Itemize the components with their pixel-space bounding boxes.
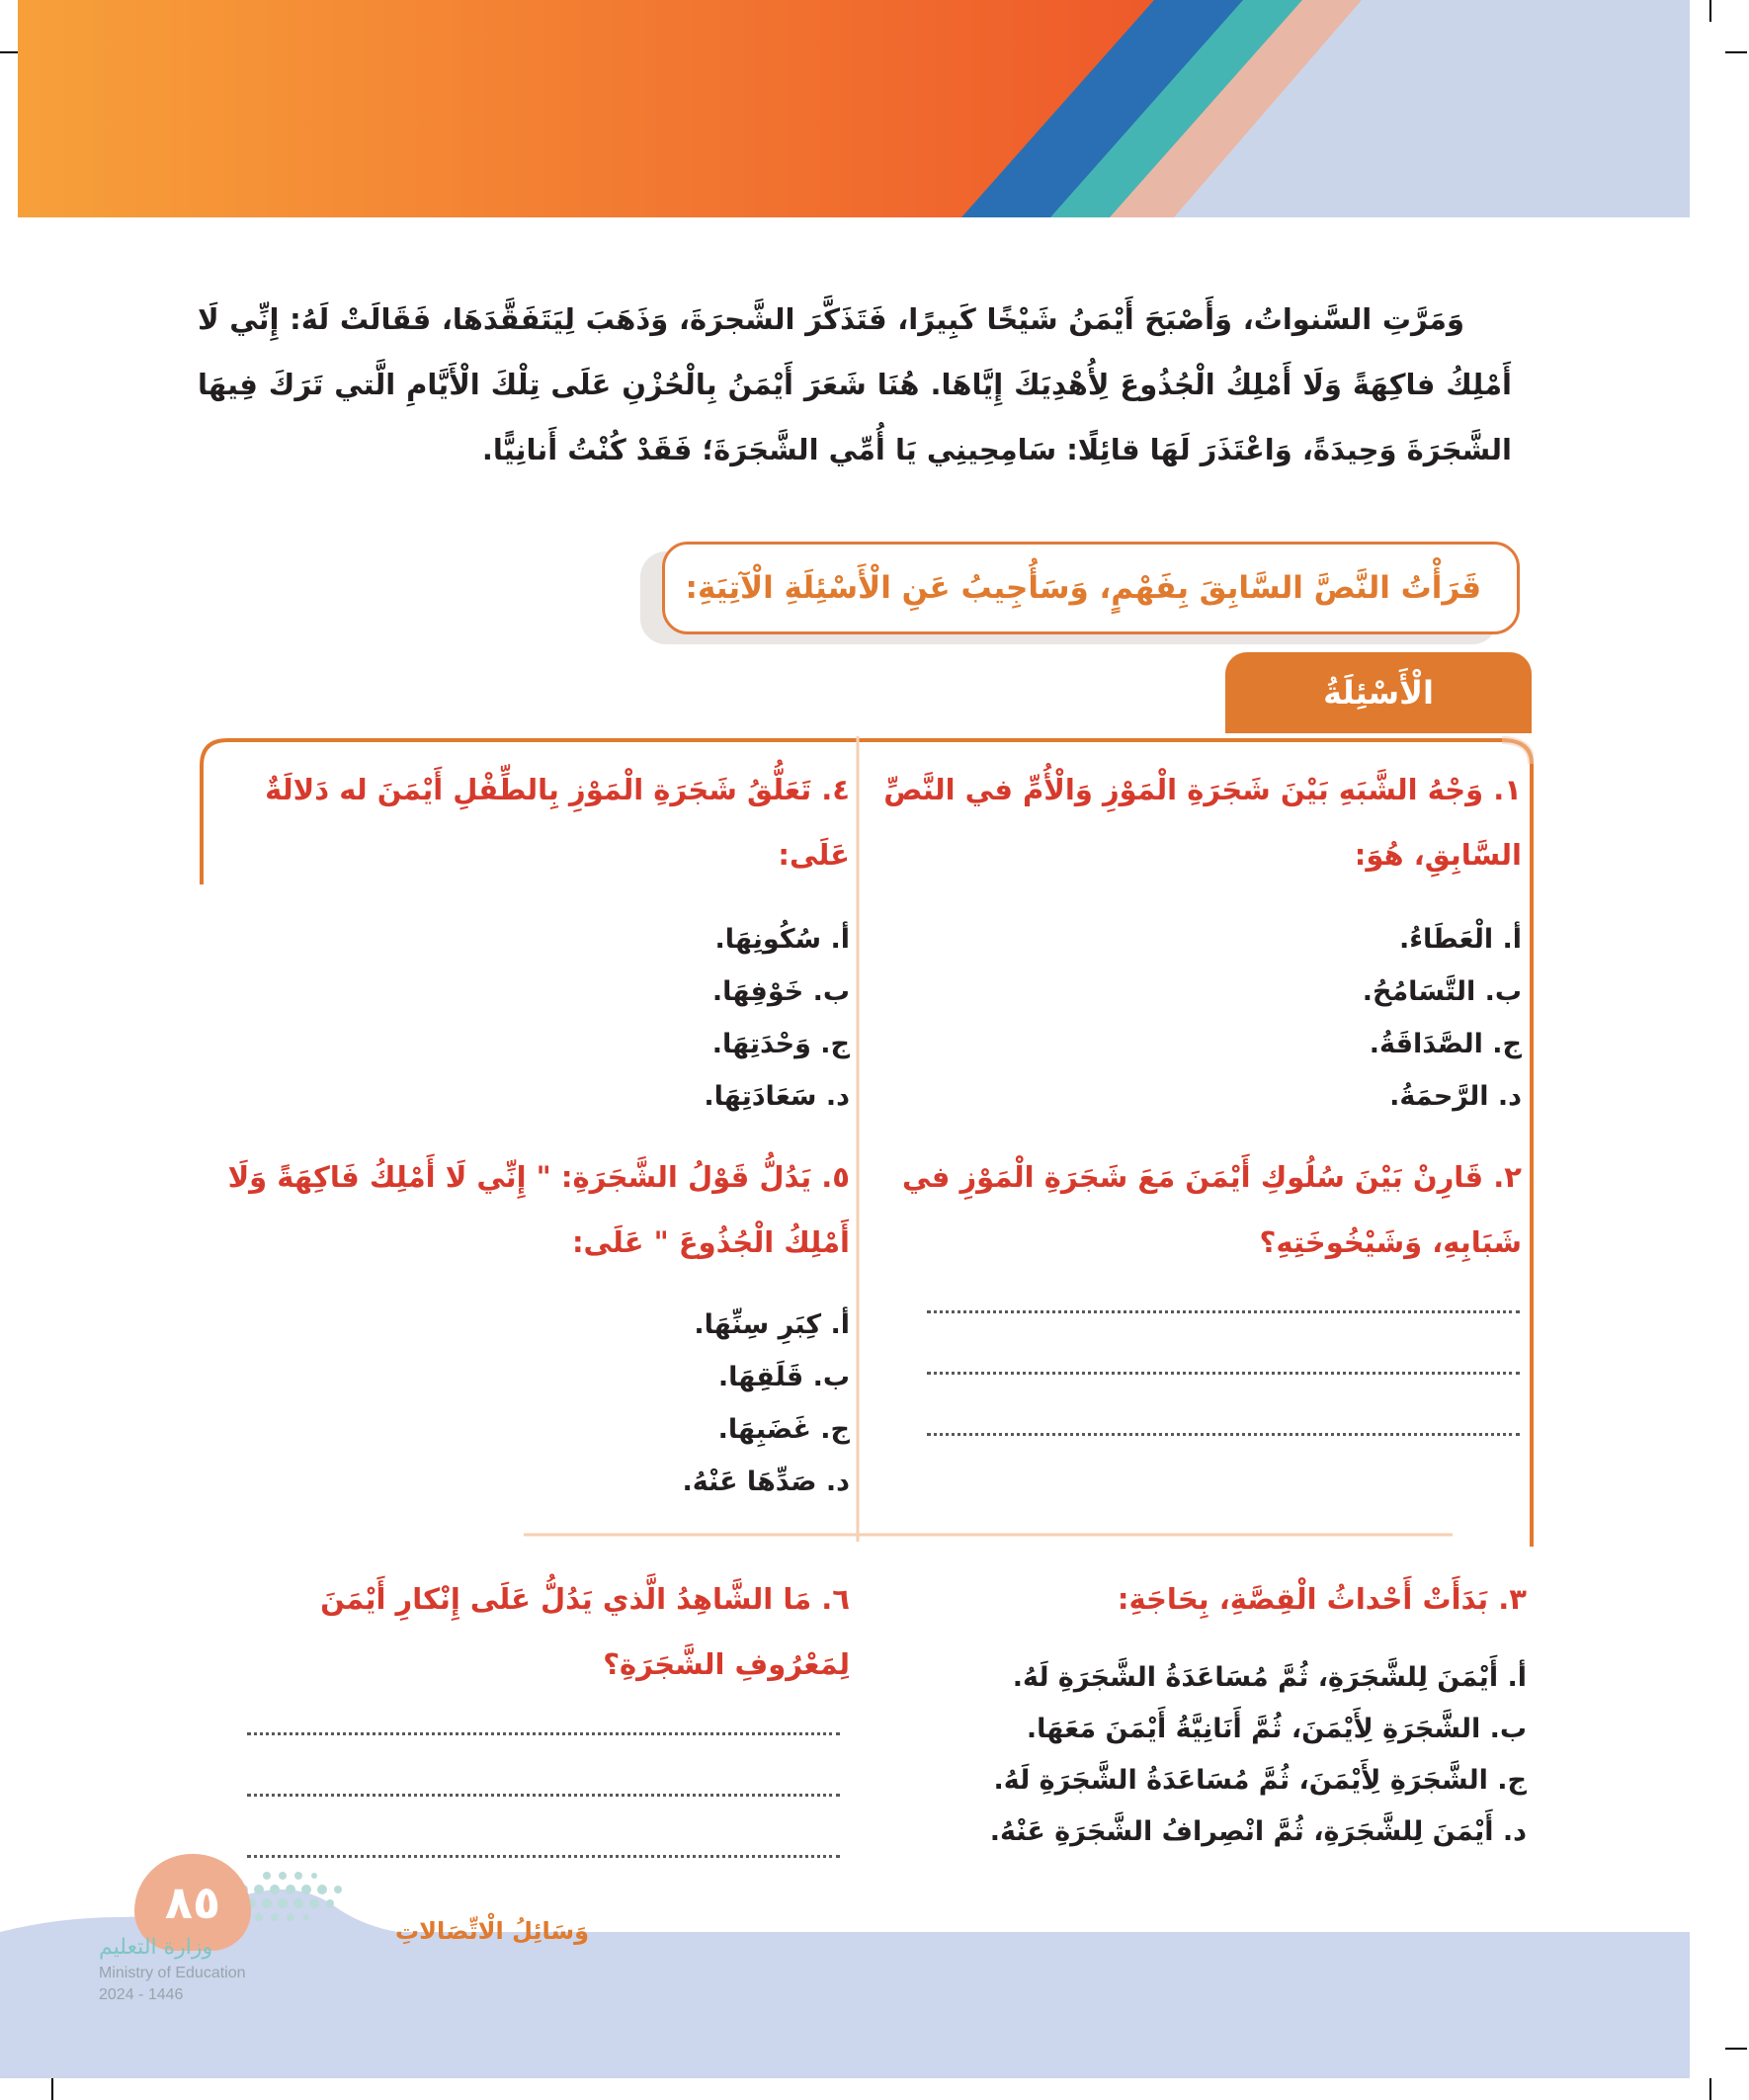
question-2	[879, 1144, 1522, 1275]
option-item[interactable]: ب. قَلَقِهَا.	[717, 1362, 850, 1392]
option-item[interactable]: د. الرَّحمَةُ.	[1389, 1081, 1522, 1112]
option-item[interactable]: د. أَيْمَنَ لِلشَّجَرَةِ، ثُمَّ انْصِرافُ الشَّجَرَةِ عَنْهُ.	[989, 1816, 1527, 1847]
option-item[interactable]: د. صَدِّهَا عَنْهُ.	[682, 1467, 850, 1497]
option-item[interactable]: ج. غَضَبِهَا.	[717, 1414, 850, 1445]
answer-line[interactable]	[927, 1310, 1520, 1313]
question-5-text: ٥. يَدُلُّ قَوْلُ الشَّجَرَةِ: " إِنِّي لَا أَمْلِكُ فَاكِهَةً وَلَا أَمْلِكُ الْجُذُوعَ " عَلَى:	[227, 1160, 850, 1259]
passage-paragraph: وَمَرَّتِ السَّنواتُ، وَأَصْبَحَ أَيْمَنُ شَيْخًا كَبِيرًا، فَتَذَكَّرَ الشَّجرَةَ، وَذَهَبَ لِيَتَفَقَّدَهَا، فَقَالَتْ لَهُ: إِنِّي لَا أَمْلِكُ فاكِهَةً وَلَا أَمْلِكُ الْجُذُوعَ لِأُهْدِيَكَ إِيَّاهَا. هُنَا شَعَرَ أَيْمَنُ بِالْحُزْنِ عَلَى تِلْكَ الْأَيَّامِ الَّتي تَرَكَ فِيهَا الشَّجَرَةَ وَحِيدَةً، وَاعْتَذَرَ لَهَا قائِلًا: سَامِحِينِي يَا أُمِّي الشَّجَرَةَ؛ فَقَدْ كُنْتُ أَنانِيًّا.	[198, 302, 1512, 466]
option-item[interactable]: ج. الشَّجَرَةِ لِأَيْمَنَ، ثُمَّ مُسَاعَدَةُ الشَّجَرَةِ لَهُ.	[993, 1765, 1527, 1796]
question-3	[879, 1566, 1527, 1632]
question-3-options	[889, 1652, 1527, 1858]
story-passage	[198, 287, 1512, 482]
question-4-text: ٤. تَعَلُّقُ شَجَرَةِ الْمَوْزِ بِالطِّفْلِ أَيْمَنَ له دَلالَةٌ عَلَى:	[265, 773, 850, 872]
question-3-text: ٣. بَدَأَتْ أَحْداثُ الْقِصَّةِ، بِحَاجَةِ:	[1117, 1582, 1527, 1616]
answer-line[interactable]	[927, 1433, 1520, 1436]
ministry-name-ar: وزارة التعليم	[99, 1935, 213, 1960]
option-item[interactable]: أ. أَيْمَنَ لِلشَّجَرَةِ، ثُمَّ مُسَاعَدَةُ الشَّجَرَةِ لَهُ.	[1012, 1662, 1527, 1693]
option-item[interactable]: ب. خَوْفِهَا.	[711, 976, 850, 1007]
question-1-text: ١. وَجْهُ الشَّبَهِ بَيْنَ شَجَرَةِ الْمَوْزِ وَالْأُمِّ في النَّصِّ السَّابِقِ، هُوَ:	[883, 773, 1522, 872]
option-item[interactable]: ج. وَحْدَتِهَا.	[711, 1029, 850, 1059]
question-1-options	[1087, 913, 1522, 1123]
crop-mark	[1709, 0, 1711, 22]
book-title: وَسَائِلُ الْاتِّصَالاتِ	[395, 1917, 590, 1945]
question-6-text: ٦. مَا الشَّاهِدُ الَّذي يَدُلُّ عَلَى إِنْكارِ أَيْمَنَ لِمَعْرُوفِ الشَّجَرَةِ؟	[320, 1582, 850, 1681]
option-item[interactable]: د. سَعَادَتِهَا.	[704, 1081, 850, 1112]
page-number: ٨٥	[164, 1876, 221, 1929]
ministry-name-en: Ministry of Education	[99, 1965, 246, 1981]
question-5	[217, 1144, 850, 1275]
answer-line[interactable]	[927, 1372, 1520, 1375]
question-4-options	[553, 913, 850, 1123]
answer-line[interactable]	[247, 1732, 840, 1735]
question-2-text: ٢. قَارِنْ بَيْنَ سُلُوكِ أَيْمَنَ مَعَ شَجَرَةِ الْمَوْزِ في شَبَابِهِ، وَشَيْخُوخَتِهِ؟	[902, 1160, 1522, 1259]
questions-tab-label: الْأَسْئِلَةُ	[1323, 674, 1434, 712]
option-item[interactable]: ب. الشَّجَرَةِ لِأَيْمَنَ، ثُمَّ أَنَانِيَّةُ أَيْمَنَ مَعَهَا.	[1026, 1714, 1527, 1744]
crop-mark	[1725, 51, 1747, 53]
instruction-box	[662, 542, 1520, 634]
question-5-options	[553, 1299, 850, 1508]
option-item[interactable]: ج. الصَّدَاقَةُ.	[1369, 1029, 1522, 1059]
crop-mark	[1725, 2048, 1747, 2050]
option-item[interactable]: أ. الْعَطَاءُ.	[1398, 924, 1522, 955]
option-item[interactable]: أ. كِبَرِ سِنِّهَا.	[694, 1309, 850, 1340]
question-6	[217, 1566, 850, 1697]
question-4	[217, 757, 850, 887]
answer-line[interactable]	[247, 1794, 840, 1797]
instruction-text: قَرَأْتُ النَّصَّ السَّابِقَ بِفَهْمٍ، وَسَأُجِيبُ عَنِ الْأَسْئِلَةِ الْآتِيَةِ:	[685, 570, 1481, 606]
header-banner	[18, 0, 1690, 217]
crop-mark	[1709, 2078, 1711, 2100]
question-1	[879, 757, 1522, 887]
edition-year: 2024 - 1446	[99, 1986, 184, 2003]
option-item[interactable]: ب. التَّسَامُحُ.	[1362, 976, 1522, 1007]
questions-tab	[1225, 652, 1532, 733]
crop-mark	[51, 2078, 53, 2100]
option-item[interactable]: أ. سُكُونِهَا.	[714, 924, 850, 955]
